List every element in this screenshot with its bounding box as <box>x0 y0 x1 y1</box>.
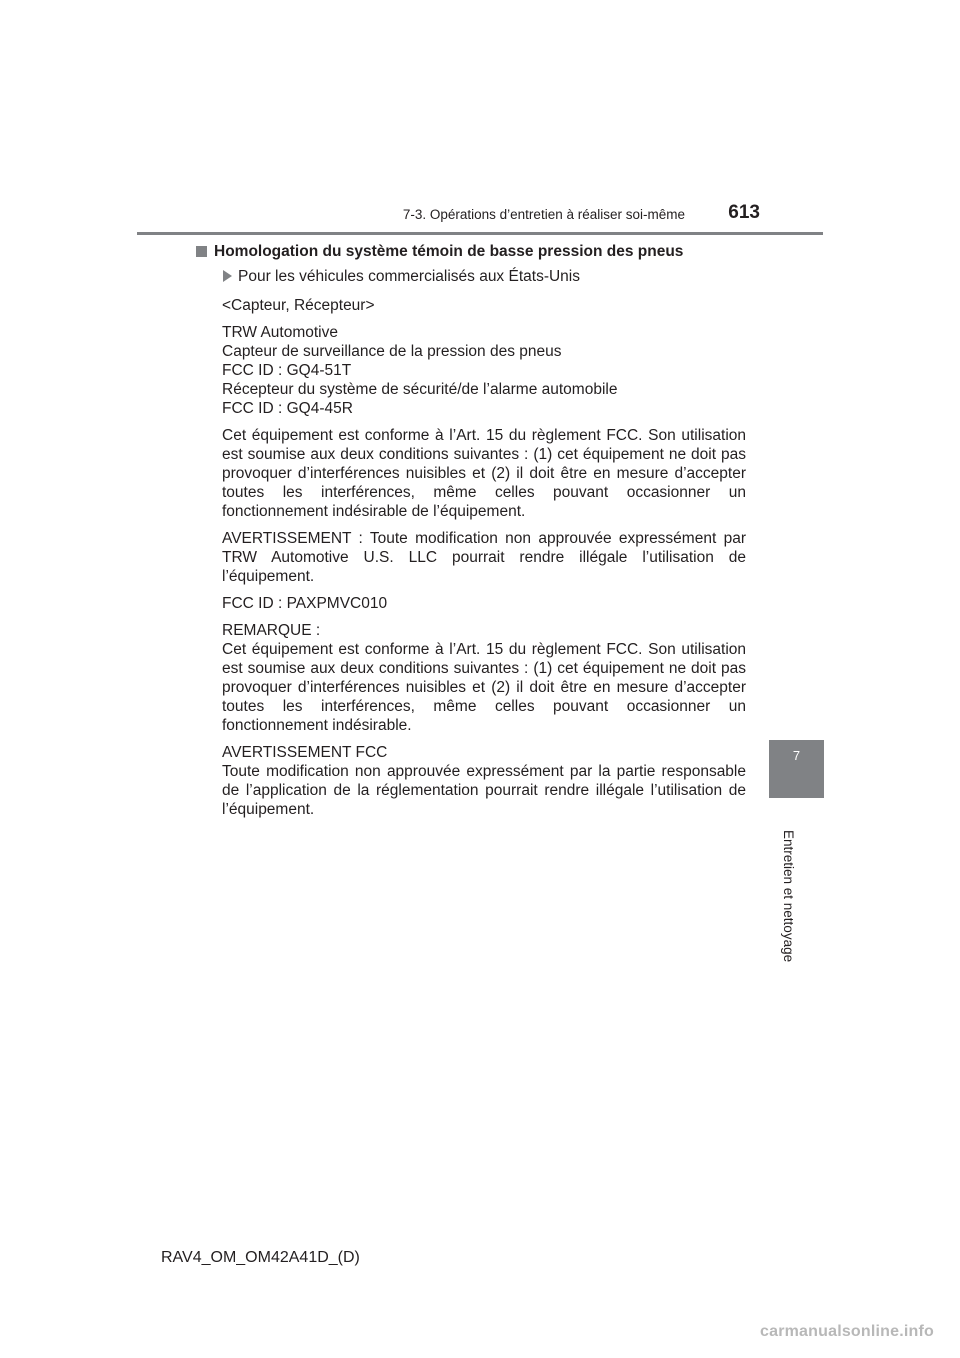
page-number: 613 <box>728 202 760 223</box>
square-icon <box>196 246 207 257</box>
triangle-icon <box>223 270 232 282</box>
fcc-compliance-paragraph: Cet équipement est conforme à l’Art. 15 du règlement FCC. Son utilisation est soumise aux deux conditions suivantes : (1) cet équipement ne doit pas provoquer d’interférences nuisibles et (2) il doit être en mesure d’accepter toutes les interférences, même celles pouvant occasionner un fonctionnement indésirable de l’équipement. <box>222 427 746 520</box>
header-divider <box>137 232 823 235</box>
chapter-number: 7 <box>792 748 801 763</box>
device-list <box>222 323 746 418</box>
bullet-item <box>222 267 746 286</box>
fcc-warning-block <box>222 743 746 819</box>
chapter-label: Entretien et nettoyage <box>781 830 796 963</box>
section-heading-text: Homologation du système témoin de basse pression des pneus <box>214 243 684 260</box>
remark-block <box>222 621 746 735</box>
chapter-tab <box>769 740 824 798</box>
section-title: 7-3. Opérations d’entretien à réaliser soi-même <box>402 207 685 222</box>
device-line: TRW Automotive <box>222 324 339 341</box>
watermark: carmanualsonline.info <box>760 1323 935 1340</box>
device-tag: <Capteur, Récepteur> <box>222 297 375 314</box>
device-line: FCC ID : GQ4-45R <box>222 400 353 417</box>
body-block <box>196 267 746 819</box>
device-line: FCC ID : GQ4-51T <box>222 362 352 379</box>
remark-title: REMARQUE : <box>222 622 321 639</box>
document-code: RAV4_OM_OM42A41D_(D) <box>161 1249 360 1266</box>
remark-text: Cet équipement est conforme à l’Art. 15 du règlement FCC. Son utilisation est soumise aux deux conditions suivantes : (1) cet équipement ne doit pas provoquer d’interférences nuisibles et (2) il doit être en mesure d’accepter toutes les interférences, même celles pouvant occasionner un fonctionnement indésirable. <box>222 641 746 734</box>
main-content <box>196 242 746 827</box>
fcc-warning-title: AVERTISSEMENT FCC <box>222 744 388 761</box>
fcc-id-line: FCC ID : PAXPMVC010 <box>222 595 388 612</box>
warning-paragraph: AVERTISSEMENT : Toute modification non approuvée expressément par TRW Automotive U.S. LLC pourrait rendre illégale l’utilisation de l’équipement. <box>222 530 746 585</box>
fcc-warning-text: Toute modification non approuvée expressément par la partie responsable de l’application de la réglementation pourrait rendre illégale l’utilisation de l’équipement. <box>222 763 746 818</box>
device-line: Capteur de surveillance de la pression des pneus <box>222 343 562 360</box>
device-line: Récepteur du système de sécurité/de l’alarme automobile <box>222 381 618 398</box>
bullet-text: Pour les véhicules commercialisés aux États-Unis <box>238 268 580 285</box>
section-heading <box>196 242 746 261</box>
